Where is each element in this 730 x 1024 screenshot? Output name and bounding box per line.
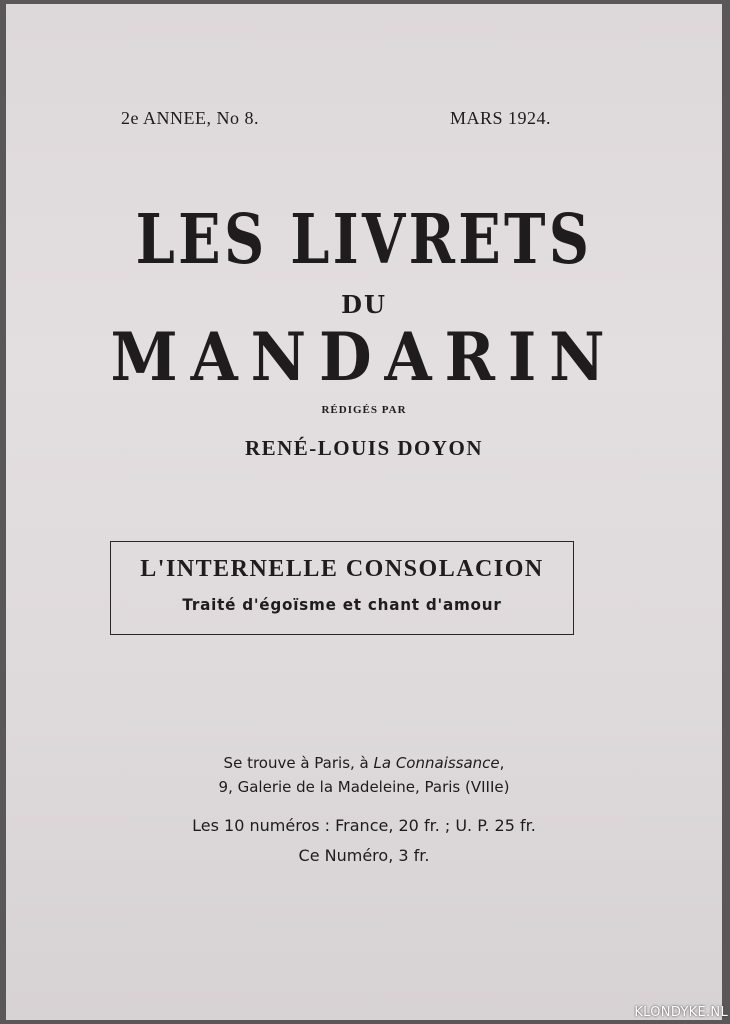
publisher-location-suffix: ,: [499, 754, 505, 772]
publisher-location-prefix: Se trouve à Paris, à: [223, 754, 374, 772]
title-line-2: DU: [341, 290, 387, 319]
issue-price: Ce Numéro, 3 fr.: [298, 846, 430, 865]
issue-number: 2e ANNEE, No 8.: [121, 108, 259, 128]
featured-work-subtitle: Traité d'égoïsme et chant d'amour: [182, 595, 502, 614]
author-name: RENÉ-LOUIS DOYON: [244, 436, 484, 460]
subscription-price: Les 10 numéros : France, 20 fr. ; U. P. 25 fr.: [192, 816, 536, 835]
title-line-3: MANDARIN: [110, 318, 618, 396]
publisher-address: 9, Galerie de la Madeleine, Paris (VIIIe): [218, 778, 510, 796]
title-line-1: LES LIVRETS: [135, 200, 593, 280]
publisher-name: La Connaissance: [373, 754, 500, 772]
featured-work-title: L'INTERNELLE CONSOLACION: [140, 556, 544, 582]
issue-date: MARS 1924.: [450, 108, 552, 128]
publisher-location: [6, 754, 722, 772]
watermark: KLONDYKE.NL: [634, 1005, 728, 1020]
book-cover: [6, 4, 722, 1020]
edited-by-label: RÉDIGÉS PAR: [321, 404, 407, 416]
featured-work-box: [110, 541, 574, 635]
